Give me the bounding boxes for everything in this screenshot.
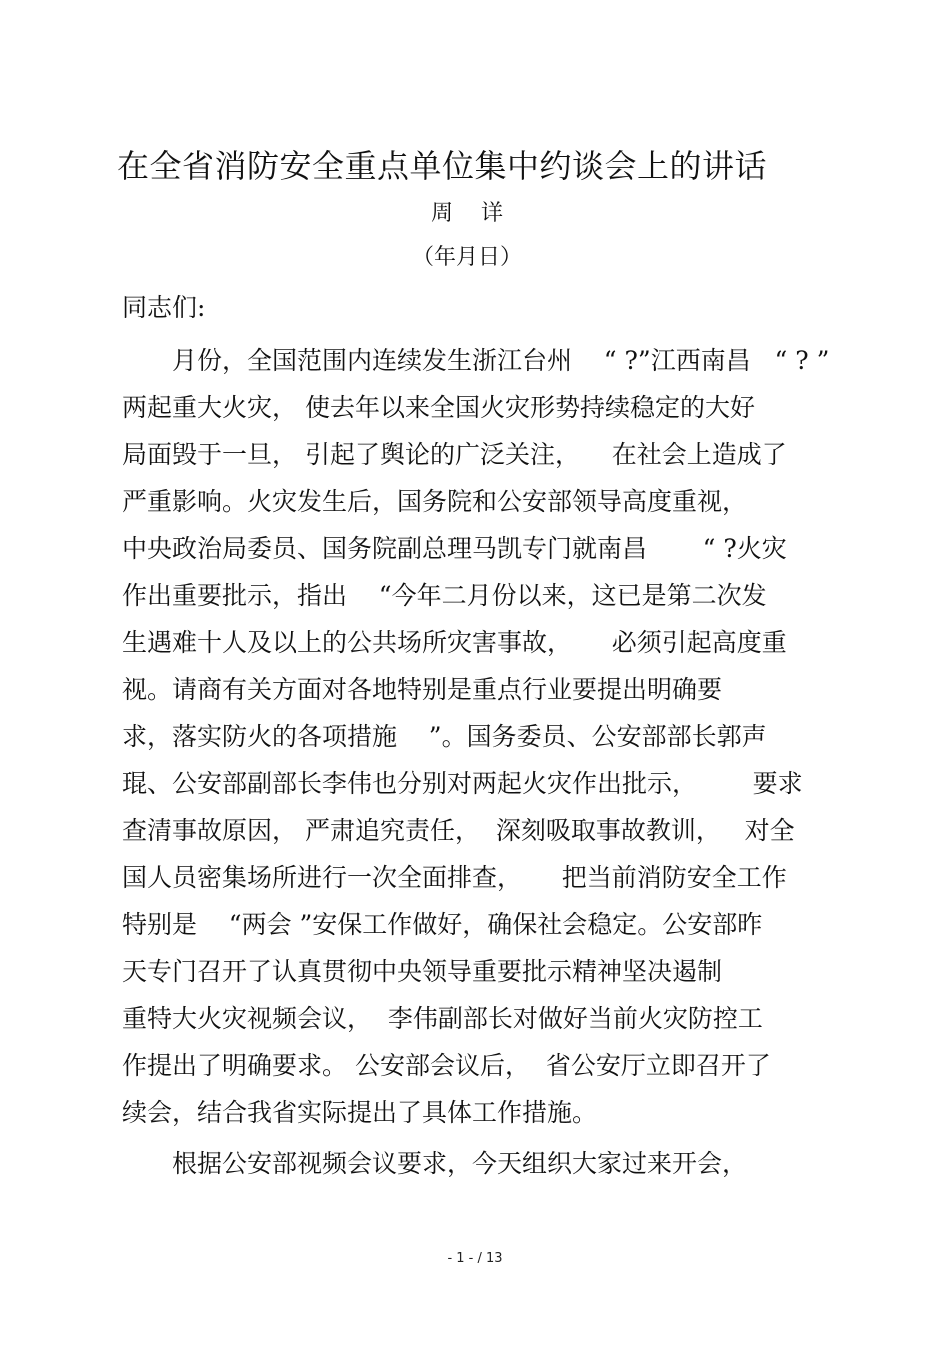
body-line: 严重影响。火灾发生后，国务院和公安部领导高度重视， <box>122 487 748 516</box>
body-line: 天专门召开了认真贯彻中央领导重要批示精神坚决遏制 <box>122 957 723 986</box>
body-line: 特别是 “两会 ”安保工作做好，确保社会稳定。公安部昨 <box>122 910 763 939</box>
body-line: 生遇难十人及以上的公共场所灾害事故， 必须引起高度重 <box>122 628 787 657</box>
body-line: 国人员密集场所进行一次全面排查， 把当前消防安全工作 <box>122 863 787 892</box>
body-line: 重特大火灾视频会议， 李伟副部长对做好当前火灾防控工 <box>122 1004 763 1033</box>
body-line: 根据公安部视频会议要求，今天组织大家过来开会， <box>172 1149 748 1178</box>
body-line: 视。请商有关方面对各地特别是重点行业要提出明确要 <box>122 675 723 704</box>
salutation: 同志们: <box>122 293 206 322</box>
body-line: 续会，结合我省实际提出了具体工作措施。 <box>122 1098 598 1127</box>
body-line: 中央政治局委员、国务院副总理马凯专门就南昌 “ ?火灾 <box>122 534 787 563</box>
speech-date: （年月日） <box>411 245 522 270</box>
body-line: 局面毁于一旦， 引起了舆论的广泛关注， 在社会上造成了 <box>122 440 787 469</box>
body-line: 两起重大火灾， 使去年以来全国火灾形势持续稳定的大好 <box>122 393 755 422</box>
author-name: 周 详 <box>431 201 503 226</box>
page-number: - 1 - / 13 <box>447 1251 503 1266</box>
speech-body <box>0 337 950 1187</box>
body-line: 月份，全国范围内连续发生浙江台州 “ ?”江西南昌 “ ? ” <box>172 346 830 375</box>
body-line: 作提出了明确要求。 公安部会议后， 省公安厅立即召开了 <box>122 1051 771 1080</box>
body-line: 琨、公安部副部长李伟也分别对两起火灾作出批示， 要求 <box>122 769 803 798</box>
body-line: 查清事故原因， 严肃追究责任， 深刻吸取事故教训， 对全 <box>122 816 795 845</box>
body-line: 作出重要批示，指出 “今年二月份以来，这已是第二次发 <box>122 581 767 610</box>
document-title: 在全省消防安全重点单位集中约谈会上的讲话 <box>116 147 767 185</box>
body-line: 求，落实防火的各项措施 ”。国务委员、公安部部长郭声 <box>122 722 767 751</box>
